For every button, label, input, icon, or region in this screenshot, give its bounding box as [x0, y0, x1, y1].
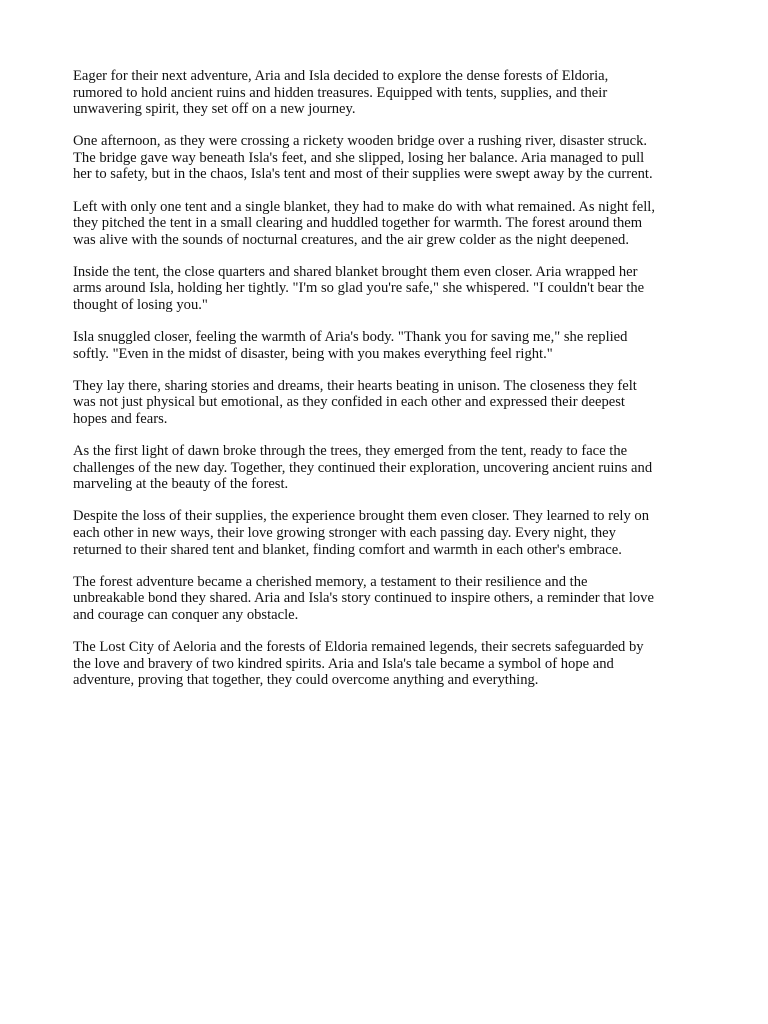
paragraph-5 — [73, 329, 698, 362]
paragraph-line: The forest adventure became a cherished memory, a testament to their resilience and the — [73, 573, 588, 590]
paragraph-10 — [73, 639, 698, 689]
paragraph-line: Eager for their next adventure, Aria and Isla decided to explore the dense forests of Eldoria, — [73, 68, 609, 84]
paragraph-line: One afternoon, as they were crossing a rickety wooden bridge over a rushing river, disaster struck. — [73, 133, 648, 150]
document-body — [73, 68, 698, 689]
paragraph-line: adventure, proving that together, they could overcome anything and everything. — [73, 672, 539, 689]
paragraph-line: unbreakable bond they shared. Aria and Isla's story continued to inspire others, a reminder that love — [73, 590, 654, 607]
paragraph-2 — [73, 133, 698, 183]
paragraph-line: marveling at the beauty of the forest. — [73, 476, 289, 493]
paragraph-line: Isla snuggled closer, feeling the warmth of Aria's body. "Thank you for saving me," she replied — [73, 329, 628, 346]
paragraph-7 — [73, 443, 698, 493]
paragraph-line: Inside the tent, the close quarters and shared blanket brought them even closer. Aria wrapped her — [73, 263, 638, 280]
paragraph-line: hopes and fears. — [73, 411, 168, 427]
paragraph-4 — [73, 264, 698, 314]
paragraph-line: The Lost City of Aeloria and the forests of Eldoria remained legends, their secrets safeguarded by — [73, 638, 644, 655]
paragraph-6 — [73, 378, 698, 428]
paragraph-line: They lay there, sharing stories and dreams, their hearts beating in unison. The closeness they felt — [73, 377, 637, 394]
paragraph-9 — [73, 574, 698, 624]
paragraph-line: The bridge gave way beneath Isla's feet, and she slipped, losing her balance. Aria managed to pull — [73, 149, 645, 166]
paragraph-1 — [73, 68, 698, 118]
paragraph-line: softly. "Even in the midst of disaster, being with you makes everything feel right." — [73, 345, 553, 362]
paragraph-line: thought of losing you." — [73, 297, 208, 314]
paragraph-line: Despite the loss of their supplies, the experience brought them even closer. They learned to rely on — [73, 508, 650, 525]
paragraph-line: returned to their shared tent and blanket, finding comfort and warmth in each other's embrace. — [73, 541, 622, 558]
paragraph-3 — [73, 199, 698, 249]
paragraph-line: was not just physical but emotional, as they confided in each other and expressed their deepest — [73, 394, 625, 411]
paragraph-line: the love and bravery of two kindred spirits. Aria and Isla's tale became a symbol of hope and — [73, 655, 614, 672]
paragraph-line: they pitched the tent in a small clearing and huddled together for warmth. The forest around them — [73, 215, 643, 232]
paragraph-line: challenges of the new day. Together, they continued their exploration, uncovering ancient ruins and — [73, 459, 653, 476]
paragraph-line: each other in new ways, their love growing stronger with each passing day. Every night, they — [73, 524, 616, 541]
paragraph-line: arms around Isla, holding her tightly. "I'm so glad you're safe," she whispered. "I couldn't bear the — [73, 280, 645, 297]
paragraph-line: and courage can conquer any obstacle. — [73, 606, 299, 623]
paragraph-line: her to safety, but in the chaos, Isla's tent and most of their supplies were swept away by the current. — [73, 166, 653, 183]
paragraph-line: Left with only one tent and a single blanket, they had to make do with what remained. As night fell, — [73, 198, 655, 215]
paragraph-line: unwavering spirit, they set off on a new journey. — [73, 101, 356, 118]
paragraph-line: was alive with the sounds of nocturnal creatures, and the air grew colder as the night deepened. — [73, 231, 629, 248]
paragraph-8 — [73, 508, 698, 558]
paragraph-line: As the first light of dawn broke through the trees, they emerged from the tent, ready to face the — [73, 443, 628, 460]
paragraph-line: rumored to hold ancient ruins and hidden treasures. Equipped with tents, supplies, and their — [73, 84, 608, 101]
